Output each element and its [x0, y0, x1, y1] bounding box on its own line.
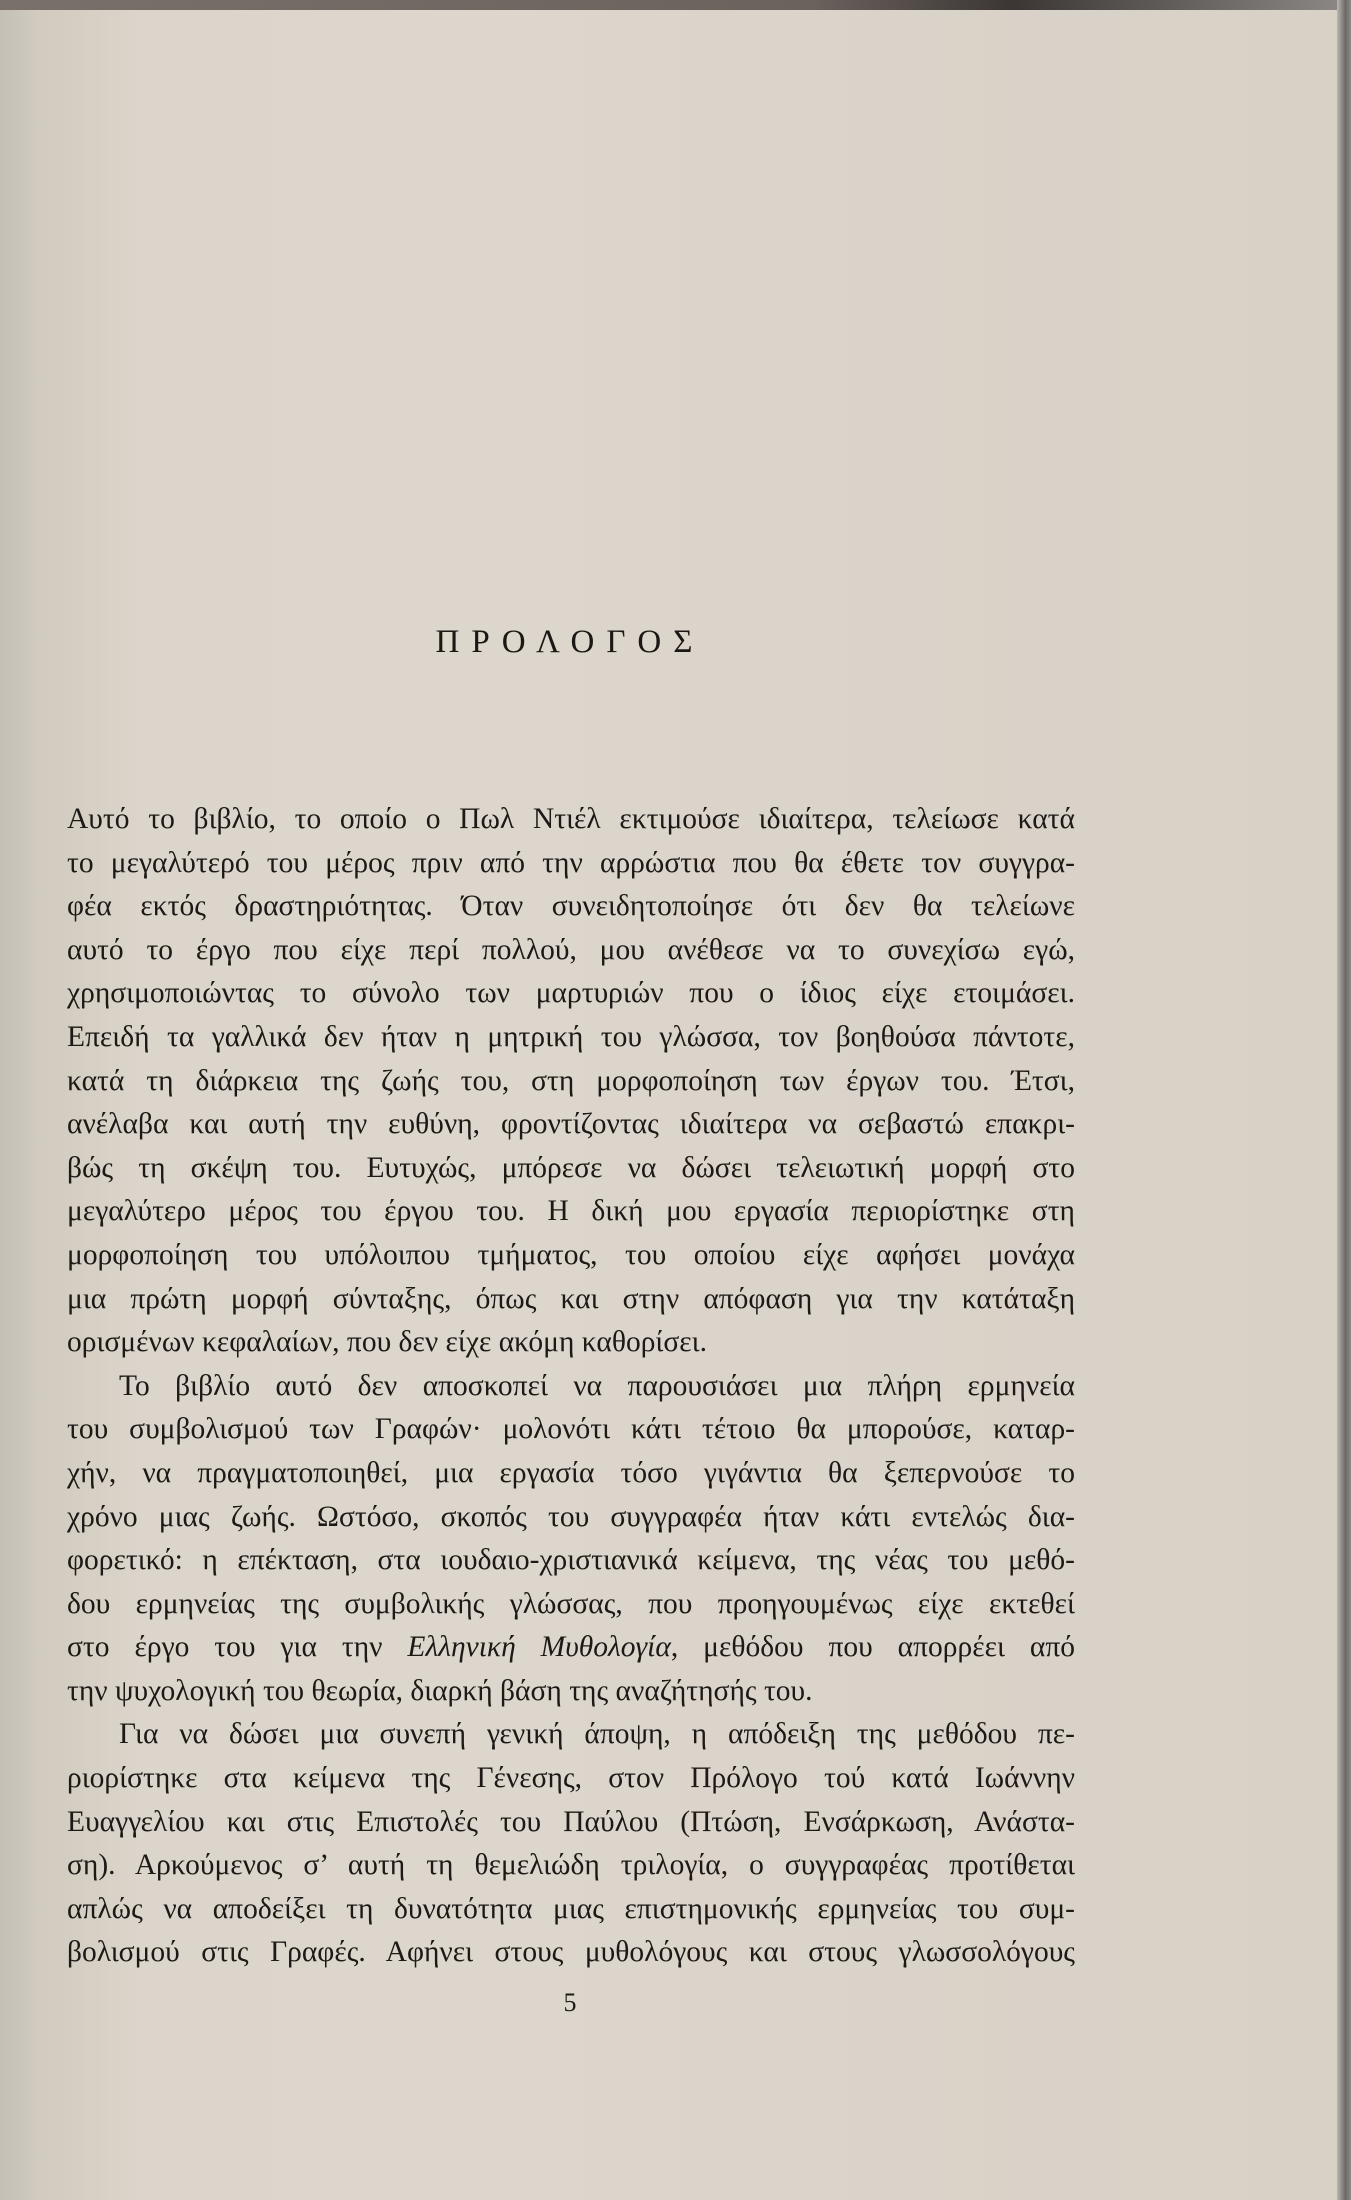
text-line: το μεγαλύτερό του μέρος πριν από την αρρώστια που θα έθετε τον συγγρα- [67, 846, 1075, 879]
text-line: Για να δώσει μια συνεπή γενική άποψη, η απόδειξη της μεθόδου πε- [119, 1718, 1075, 1751]
text-line: δου ερμηνείας της συμβολικής γλώσσας, που προηγουμένως είχε εκτεθεί [67, 1587, 1075, 1620]
text-line: μορφοποίηση του υπόλοιπου τμήματος, του οποίου είχε αφήσει μονάχα [67, 1238, 1075, 1271]
chapter-heading: ΠΡΟΛΟΓΟΣ [435, 624, 705, 660]
text-line: ριορίστηκε στα κείμενα της Γένεσης, στον Πρόλογο τού κατά Ιωάννην [67, 1762, 1075, 1795]
text-line: Επειδή τα γαλλικά δεν ήταν η μητρική του γλώσσα, τον βοηθούσα πάντοτε, [67, 1020, 1075, 1053]
text-line: ορισμένων κεφαλαίων, που δεν είχε ακόμη καθορίσει. [67, 1326, 707, 1359]
background-right-edge [1337, 0, 1351, 2200]
text-line: βολισμού στις Γραφές. Αφήνει στους μυθολόγους και στους γλωσσολόγους [67, 1936, 1075, 1969]
text-line: ανέλαβα και αυτή την ευθύνη, φροντίζοντας ιδιαίτερα να σεβαστώ επακρι- [67, 1108, 1075, 1141]
page-number: 5 [563, 1988, 577, 2017]
text-segment: στο έργο του για την [67, 1631, 408, 1664]
text-line: Ευαγγελίου και στις Επιστολές του Παύλου (Πτώση, Ενσάρκωση, Ανάστα- [67, 1805, 1075, 1838]
text-line: βώς τη σκέψη του. Ευτυχώς, μπόρεσε να δώσει τελειωτική μορφή στο [67, 1151, 1075, 1184]
text-line: την ψυχολογική του θεωρία, διαρκή βάση της αναζήτησής του. [67, 1674, 813, 1707]
text-line: Το βιβλίο αυτό δεν αποσκοπεί να παρουσιάσει μια πλήρη ερμηνεία [119, 1369, 1075, 1402]
text-line: χήν, να πραγματοποιηθεί, μια εργασία τόσο γιγάντια θα ξεπερνούσε το [67, 1456, 1075, 1489]
text-line: Αυτό το βιβλίο, το οποίο ο Πωλ Ντιέλ εκτιμούσε ιδιαίτερα, τελείωσε κατά [67, 803, 1075, 835]
text-line: αυτό το έργο που είχε περί πολλού, μου ανέθεσε να το συνεχίσω εγώ, [67, 933, 1075, 966]
body-text [67, 798, 1075, 1975]
text-line: ση). Αρκούμενος σ’ αυτή τη θεμελιώδη τριλογία, ο συγγραφέας προτίθεται [67, 1849, 1075, 1882]
text-line: μεγαλύτερο μέρος του έργου του. Η δική μου εργασία περιορίστηκε στη [67, 1195, 1075, 1228]
text-line: κατά τη διάρκεια της ζωής του, στη μορφοποίηση των έργων του. Έτσι, [67, 1064, 1075, 1097]
text-line: του συμβολισμού των Γραφών· μολονότι κάτι τέτοιο θα μπορούσε, καταρ- [67, 1413, 1075, 1446]
text-segment: , μεθόδου που απορρέει από [670, 1631, 1075, 1664]
book-title-italic: Ελληνική Μυθολογία [407, 1631, 671, 1664]
text-line [67, 1626, 1075, 1670]
page-gutter-shadow [0, 10, 40, 2200]
text-line: απλώς να αποδείξει τη δυνατότητα μιας επιστημονικής ερμηνείας του συμ- [67, 1892, 1075, 1925]
text-line: χρησιμοποιώντας το σύνολο των μαρτυριών που ο ίδιος είχε ετοιμάσει. [67, 977, 1075, 1010]
text-line: φέα εκτός δραστηριότητας. Όταν συνειδητοποίησε ότι δεν θα τελείωνε [67, 890, 1075, 923]
text-line: μια πρώτη μορφή σύνταξης, όπως και στην απόφαση για την κατάταξη [67, 1282, 1075, 1315]
text-line: φορετικό: η επέκταση, στα ιουδαιο-χριστιανικά κείμενα, της νέας του μεθό- [67, 1544, 1075, 1577]
text-line: χρόνο μιας ζωής. Ωστόσο, σκοπός του συγγραφέα ήταν κάτι εντελώς δια- [67, 1500, 1075, 1533]
